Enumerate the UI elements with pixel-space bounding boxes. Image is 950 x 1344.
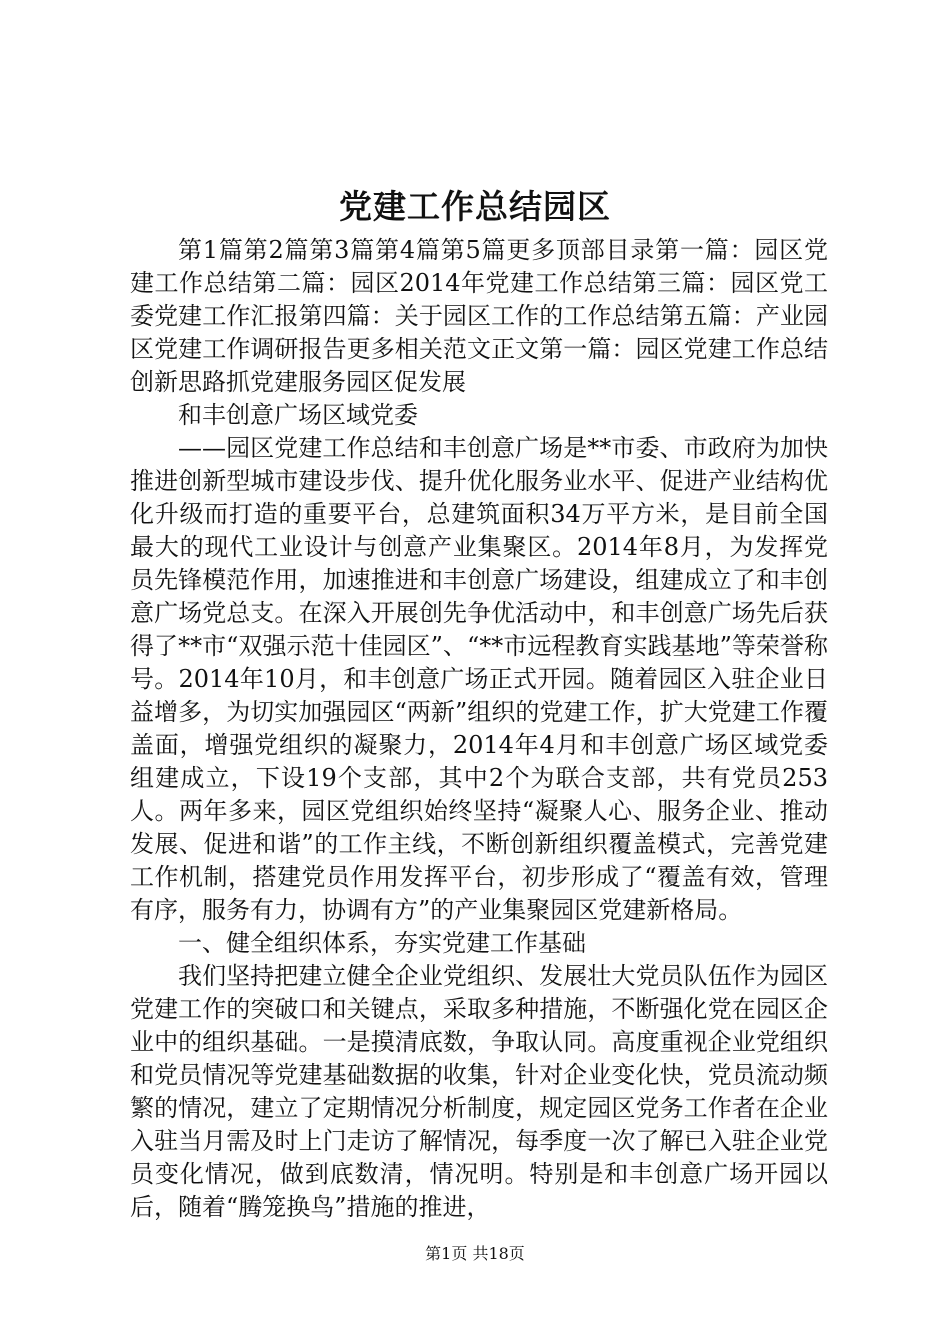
paragraph-table-of-contents: 第1篇第2篇第3篇第4篇第5篇更多顶部目录第一篇：园区党建工作总结第二篇：园区2014年党建工作总结第三篇：园区党工委党建工作汇报第四篇：关于园区工作的工作总结第五篇：产业园区党建工作调研报告更多相关范文正文第一篇：园区党建工作总结创新思路抓党建服务园区促发展 [130, 236, 828, 396]
paragraph-section-one: 我们坚持把建立健全企业党组织、发展壮大党员队伍作为园区党建工作的突破口和关键点，采取多种措施，不断强化党在园区企业中的组织基础。一是摸清底数，争取认同。高度重视企业党组织和党员情况等党建基础数据的收集，针对企业变化快，党员流动频繁的情况，建立了定期情况分析制度，规定园区党务工作者在企业入驻当月需及时上门走访了解情况，每季度一次了解已入驻企业党员变化情况，做到底数清，情况明。特别是和丰创意广场开园以后，随着“腾笼换鸟”措施的推进， [130, 962, 828, 1221]
paragraph-introduction: ——园区党建工作总结和丰创意广场是**市委、市政府为加快推进创新型城市建设步伐、提升优化服务业水平、促进产业结构优化升级而打造的重要平台，总建筑面积34万平方米，是目前全国最大的现代工业设计与创意产业集聚区。2014年8月，为发挥党员先锋模范作用，加速推进和丰创意广场建设，组建成立了和丰创意广场党总支。在深入开展创先争优活动中，和丰创意广场先后获得了**市“双强示范十佳园区”、“**市远程教育实践基地”等荣誉称号。2014年10月，和丰创意广场正式开园。随着园区入驻企业日益增多，为切实加强园区“两新”组织的党建工作，扩大党建工作覆盖面，增强党组织的凝聚力，2014年4月和丰创意广场区域党委组建成立，下设19个支部，其中2个为联合支部，共有党员253人。两年多来，园区党组织始终坚持“凝聚人心、服务企业、推动发展、促进和谐”的工作主线，不断创新组织覆盖模式，完善党建工作机制，搭建党员作用发挥平台，初步形成了“覆盖有效，管理有序，服务有力，协调有方”的产业集聚园区党建新格局。 [130, 434, 828, 924]
document-title: 党建工作总结园区 [339, 187, 611, 226]
paragraph-author: 和丰创意广场区域党委 [178, 401, 418, 429]
document-body [130, 234, 828, 1224]
page-number-footer: 第1页 共18页 [425, 1244, 525, 1263]
section-heading: 一、健全组织体系，夯实党建工作基础 [178, 929, 586, 957]
